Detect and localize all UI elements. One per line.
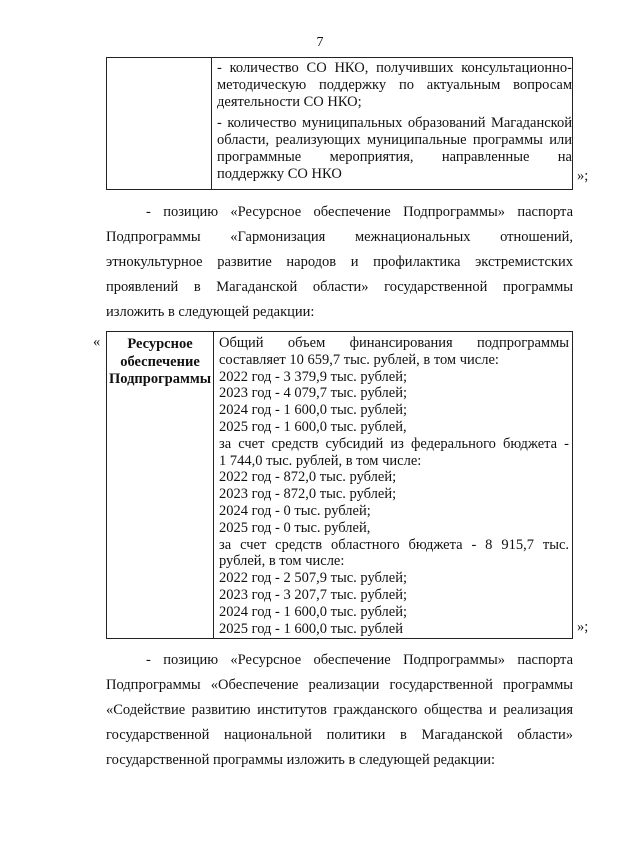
table-text-line: за счет средств областного бюджета - 8 915,7 тыс. (219, 536, 569, 553)
heading-line: Ресурсное (127, 336, 193, 352)
table-text-line: 2025 год - 1 600,0 тыс. рублей (219, 620, 403, 637)
paragraph-line: Подпрограммы «Гармонизация межнациональных отношений, (106, 229, 573, 245)
table-text-line: 2025 год - 0 тыс. рублей, (219, 519, 371, 536)
paragraph-line: государственной программы изложить в следующей редакции: (106, 752, 496, 768)
indicators-table-left-cell (107, 58, 212, 189)
table-text-line: поддержку СО НКО (217, 165, 342, 182)
table-text-line: 2024 год - 0 тыс. рублей; (219, 502, 371, 519)
paragraph-line: изложить в следующей редакции: (106, 304, 315, 320)
heading-line: Подпрограммы (108, 371, 212, 387)
table-text-line: 1 744,0 тыс. рублей, в том числе: (219, 452, 422, 469)
table-text-line: 2022 год - 872,0 тыс. рублей; (219, 469, 397, 486)
table-text-line: 2023 год - 872,0 тыс. рублей; (219, 486, 397, 503)
resource-table-heading (107, 332, 214, 638)
closing-quote: »; (577, 619, 589, 635)
table-text-line: Общий объем финансирования подпрограммы (219, 335, 569, 351)
indicators-table (106, 57, 573, 190)
resource-table-content (214, 332, 572, 638)
paragraph-line: - позицию «Ресурсное обеспечение Подпрограммы» паспорта (146, 652, 573, 668)
closing-quote: »; (577, 168, 589, 184)
paragraph-line: - позицию «Ресурсное обеспечение Подпрограммы» паспорта (146, 204, 573, 220)
table-text-line: за счет средств субсидий из федерального бюджета - (219, 435, 569, 452)
table-text-line: составляет 10 659,7 тыс. рублей, в том числе: (219, 351, 499, 368)
table-text-line: 2022 год - 2 507,9 тыс. рублей; (219, 570, 407, 587)
table-text-line: программные мероприятия, направленные на (217, 148, 572, 165)
paragraph-line: «Содействие развитию институтов гражданского общества и реализация (106, 702, 573, 718)
table-text-line: деятельности СО НКО; (217, 93, 362, 110)
table-text-line: - количество СО НКО, получивших консультационно- (217, 60, 572, 76)
table-text-line: 2025 год - 1 600,0 тыс. рублей, (219, 418, 407, 435)
opening-quote: « (93, 334, 101, 350)
paragraph-line: государственной национальной политики в Магаданской области» (106, 727, 573, 743)
indicators-table-right-cell (212, 58, 572, 189)
paragraph-line: этнокультурное развитие народов и профилактика экстремистских (106, 254, 573, 270)
table-text-line: 2024 год - 1 600,0 тыс. рублей; (219, 402, 407, 419)
paragraph-1 (106, 200, 573, 325)
paragraph-2 (106, 648, 573, 773)
resource-table (106, 331, 573, 639)
table-text-line: 2024 год - 1 600,0 тыс. рублей; (219, 603, 407, 620)
table-text-line: методическую поддержку по актуальным вопросам (217, 76, 572, 93)
paragraph-line: проявлений в Магаданской области» государственной программы (106, 279, 573, 295)
table-text-line: области, реализующих муниципальные программы или (217, 132, 572, 149)
table-text-line: рублей, в том числе: (219, 553, 345, 570)
table-text-line: 2023 год - 3 207,7 тыс. рублей; (219, 586, 407, 603)
table-text-line: - количество муниципальных образований Магаданской (217, 115, 572, 132)
paragraph-line: Подпрограммы «Обеспечение реализации государственной программы (106, 677, 573, 693)
table-text-line: 2023 год - 4 079,7 тыс. рублей; (219, 385, 407, 402)
heading-line: обеспечение (120, 353, 200, 370)
table-text-line: 2022 год - 3 379,9 тыс. рублей; (219, 368, 407, 385)
page-number: 7 (316, 35, 324, 50)
